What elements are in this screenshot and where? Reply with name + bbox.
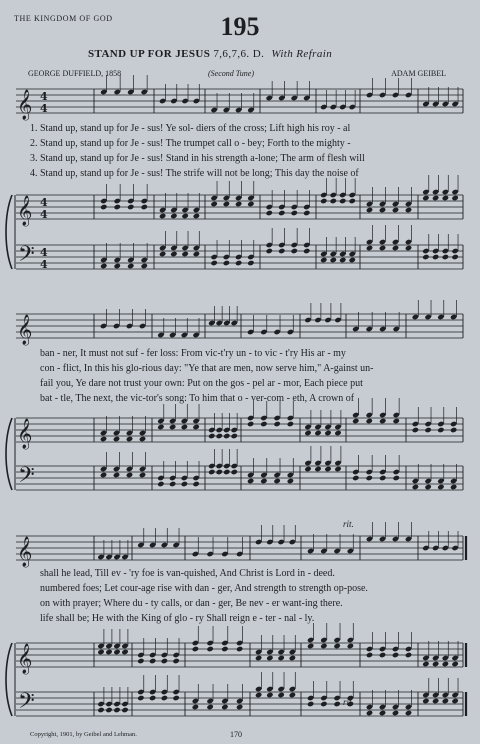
note-head [157,481,164,487]
note-head [412,427,419,433]
note-head [247,478,254,484]
composer-credit: ADAM GEIBEL [391,69,446,78]
note-head [139,436,146,442]
note-head [333,701,340,707]
note-head [149,658,156,664]
note-head [424,484,431,490]
note-head [231,433,238,439]
note-head [141,263,148,269]
time-signature: 4 [40,246,48,259]
note-head [100,472,107,478]
note-head [113,436,120,442]
note-head [126,472,133,478]
note-head [307,643,314,649]
note-head [216,433,223,439]
treble-clef: 𝄞 [17,537,33,567]
note-head [432,254,439,260]
bass-clef: 𝄢 [18,463,35,493]
note-head [392,652,399,658]
note-head [193,213,200,219]
time-signature: 4 [40,208,48,221]
note-head [235,201,242,207]
note-head [393,475,400,481]
note-head [366,207,373,213]
note-head [339,198,346,204]
note-head [208,469,215,475]
treble-clef: 𝄞 [17,419,33,449]
note-head [320,701,327,707]
verse-line: 2. Stand up, stand up for Je - sus! The trumpet call o - bey; Forth to the mighty - [30,138,351,149]
note-head [260,421,267,427]
note-head [169,424,176,430]
note-head [247,260,254,266]
note-head [121,649,128,655]
note-head [210,260,217,266]
note-head [432,195,439,201]
note-head [405,245,412,251]
hymn-number: 195 [220,12,260,41]
note-head [100,436,107,442]
verse-line: 1. Stand up, stand up for Je - sus! Ye sol- diers of the cross; Lift high his roy - al [30,123,351,134]
note-head [221,646,228,652]
note-head [330,198,337,204]
note-head [223,201,230,207]
note-head [121,707,128,713]
note-head [334,430,341,436]
note-head [412,484,419,490]
note-head [278,248,285,254]
brace [6,418,12,490]
note-head [255,655,262,661]
note-head [161,658,168,664]
note-head [266,248,273,254]
note-head [451,661,458,667]
note-head [366,245,373,251]
note-head [289,655,296,661]
note-head [149,695,156,701]
hymn-meter: 7,6,7,6. D. [213,48,265,60]
bass-clef: 𝄢 [18,242,35,272]
treble-clef: 𝄞 [17,196,33,226]
note-head [392,710,399,716]
note-head [105,649,112,655]
note-head [137,695,144,701]
note-head [247,421,254,427]
note-head [379,207,386,213]
note-head [216,469,223,475]
note-head [379,245,386,251]
note-head [273,421,280,427]
note-head [379,475,386,481]
note-head [352,418,359,424]
note-head [334,466,341,472]
note-head [247,201,254,207]
note-head [172,695,179,701]
note-head [181,481,188,487]
note-head [260,478,267,484]
note-head [127,204,134,210]
note-head [170,251,177,257]
note-head [159,251,166,257]
note-head [424,427,431,433]
note-head [366,652,373,658]
note-head [126,436,133,442]
note-head [349,257,356,263]
note-head [181,213,188,219]
note-head [320,257,327,263]
hymn-title: STAND UP FOR JESUS [88,48,211,60]
note-head [392,207,399,213]
note-head [442,195,449,201]
note-head [266,692,273,698]
note-head [437,427,444,433]
time-signature: 4 [40,258,48,271]
note-head [266,655,273,661]
note-head [422,698,429,704]
author-credit: GEORGE DUFFIELD, 1858 [28,69,122,78]
note-head [451,254,458,260]
note-head [291,210,298,216]
verse-line: life shall be; He with the King of glo - ry Shall reign e - ter - nal - ly. [40,613,315,624]
note-head [450,427,457,433]
note-head [206,646,213,652]
note-head [113,472,120,478]
note-head [379,418,386,424]
note-head [366,710,373,716]
note-head [304,430,311,436]
note-head [289,692,296,698]
note-head [223,260,230,266]
note-head [422,661,429,667]
note-head [366,418,373,424]
verse-line: numbered foes; Let cour-age rise with dan - ger, And strength to strength op-pose. [40,583,368,594]
note-head [114,263,121,269]
note-head [320,198,327,204]
note-head [221,704,228,710]
note-head [97,707,104,713]
note-head [127,263,134,269]
note-head [432,661,439,667]
note-head [349,198,356,204]
note-head [303,210,310,216]
note-head [277,655,284,661]
ritardando-marking-melody: rit. [343,519,354,529]
note-head [287,478,294,484]
note-head [442,698,449,704]
note-head [266,210,273,216]
verse-line: 4. Stand up, stand up for Je - sus! The strife will not be long; This day the noise of [30,168,359,179]
brace [6,195,12,269]
note-head [105,707,112,713]
note-head [320,643,327,649]
note-head [450,484,457,490]
verse-block-2 [40,346,373,406]
note-head [100,204,107,210]
verse-block-3 [40,566,368,626]
verse-line: fail you, Ye dare not trust your own: Put on the gos - pel ar - mor, Each piece put [40,378,363,389]
note-head [236,704,243,710]
note-head [339,257,346,263]
note-head [405,710,412,716]
note-head [157,424,164,430]
note-head [393,418,400,424]
note-head [193,251,200,257]
note-head [273,478,280,484]
note-head [181,424,188,430]
note-head [347,643,354,649]
note-head [451,195,458,201]
note-head [324,430,331,436]
verse-line: con - flict, In this his glo-rious day: "Ye that are men, now serve him," A-gainst un- [40,363,374,374]
note-head [287,421,294,427]
note-head [192,424,199,430]
note-head [172,658,179,664]
note-head [405,652,412,658]
note-head [278,210,285,216]
note-head [159,213,166,219]
note-head [442,661,449,667]
note-head [113,707,120,713]
note-head [422,195,429,201]
note-head [139,472,146,478]
note-head [181,251,188,257]
note-head [422,254,429,260]
verse-line: shall he lead, Till ev - 'ry foe is van-quished, And Christ is Lord in - deed. [40,568,335,579]
note-head [379,710,386,716]
verse-line: ban - ner, It must not suf - fer loss: From vic-t'ry un - to vic - t'ry His ar - my [40,348,346,359]
note-head [432,698,439,704]
note-head [405,207,412,213]
note-head [307,701,314,707]
verse-line: 3. Stand up, stand up for Je - sus! Stand in his strength a-lone; The arm of flesh will [30,153,365,164]
tune-note: (Second Tune) [208,69,254,78]
note-head [97,649,104,655]
note-head [169,481,176,487]
note-head [208,433,215,439]
note-head [231,469,238,475]
note-head [392,245,399,251]
time-signature: 4 [40,90,48,103]
note-head [210,201,217,207]
note-head [303,248,310,254]
refrain-note: With Refrain [271,48,333,60]
note-head [192,646,199,652]
note-head [235,260,242,266]
bass-clef: 𝄢 [18,689,35,719]
treble-clef: 𝄞 [17,644,33,674]
treble-clef: 𝄞 [17,90,33,120]
note-head [379,652,386,658]
note-head [114,204,121,210]
note-head [324,466,331,472]
note-head [223,469,230,475]
note-head [236,646,243,652]
note-head [161,695,168,701]
note-head [333,643,340,649]
note-head [170,213,177,219]
time-signature: 4 [40,102,48,115]
note-head [314,430,321,436]
note-head [291,248,298,254]
section-heading: THE KINGDOM OF GOD [14,14,113,23]
note-head [352,475,359,481]
note-head [137,658,144,664]
verse-line: on with prayer; Where du - ty calls, or dan - ger, Be nev - er want-ing there. [40,598,343,609]
note-head [437,484,444,490]
note-head [314,466,321,472]
note-head [366,475,373,481]
note-head [192,704,199,710]
treble-clef: 𝄞 [17,315,33,345]
note-head [192,481,199,487]
note-head [304,466,311,472]
note-head [223,433,230,439]
note-head [330,257,337,263]
note-head [255,692,262,698]
note-head [100,263,107,269]
verse-line: bat - tle, The next, the vic-tor's song: To him that o - ver-com - eth, A crown of [40,393,355,404]
note-head [141,204,148,210]
note-head [451,698,458,704]
brace [6,643,12,716]
note-head [442,254,449,260]
copyright-notice: Copyright, 1901, by Geibel and Lehman. [30,731,137,738]
ritardando-marking-accompaniment: rit. [343,697,354,707]
note-head [206,704,213,710]
page-number: 170 [230,730,242,739]
time-signature: 4 [40,196,48,209]
verse-block-1 [30,121,365,181]
note-head [277,692,284,698]
note-head [113,649,120,655]
